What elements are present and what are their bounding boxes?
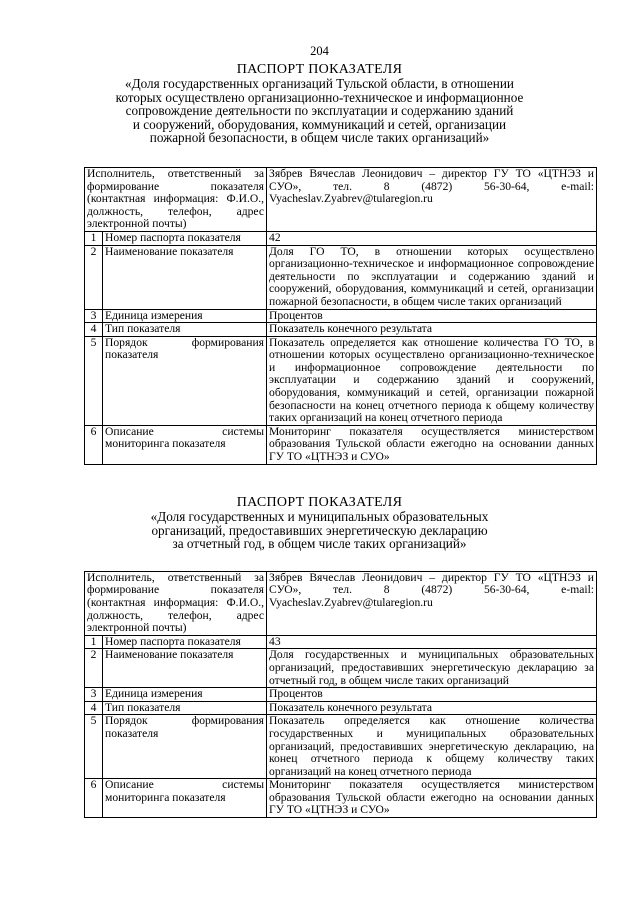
row-number: 5 [85, 715, 103, 779]
row-label: Наименование показателя [103, 245, 267, 309]
table-row [85, 309, 597, 323]
row-label: Тип показателя [103, 701, 267, 715]
row-label: Описание системы мониторинга показателя [103, 779, 267, 818]
row-number: 6 [85, 779, 103, 818]
row-label: Единица измерения [103, 688, 267, 702]
executor-value: Зябрев Вячеслав Леонидович – директор ГУ ТО «ЦТНЭЗ и СУО», тел. 8 (4872) 56-30-64, e-mail: Vyacheslav.Zyabrev@tularegion.ru [267, 167, 597, 231]
row-number: 1 [85, 231, 103, 245]
passport-subtitle-line: «Доля государственных и муниципальных образовательных [150, 509, 489, 524]
table-row [85, 649, 597, 688]
row-value: Процентов [267, 309, 597, 323]
row-value: Показатель конечного результата [267, 701, 597, 715]
row-number: 1 [85, 635, 103, 649]
row-label: Номер паспорта показателя [103, 635, 267, 649]
row-value: Показатель определяется как отношение количества государственных и муниципальных образовательных организаций, предоставивших энергетическую декларацию, на конец отчетного периода к общему количеству таких организаций на конец отчетного периода [267, 715, 597, 779]
row-value: Доля государственных и муниципальных образовательных организаций, предоставивших энергетическую декларацию за отчетный год, в общем числе таких организаций [267, 649, 597, 688]
indicator-passport-43 [84, 495, 596, 818]
row-number: 6 [85, 425, 103, 464]
row-value: Показатель определяется как отношение количества ГО ТО, в отношении которых осуществлено организационно-техническое и информационное сопровождение деятельности по эксплуатации и содержанию зданий и сооружений, оборудования, коммуникаций и сетей, организации пожарной безопасности на конец отчетного периода к общему количеству таких организаций на конец отчетного периода [267, 336, 597, 425]
row-number: 4 [85, 701, 103, 715]
table-row [85, 167, 597, 231]
row-number: 3 [85, 309, 103, 323]
table-row [85, 635, 597, 649]
executor-label: Исполнитель, ответственный за формирование показателя (контактная информация: Ф.И.О., должность, телефон, адрес электронной почты) [85, 571, 267, 635]
table-row [85, 715, 597, 779]
row-number: 4 [85, 323, 103, 337]
table-row [85, 336, 597, 425]
passport-subtitle-line: за отчетный год, в общем числе таких организаций» [172, 536, 467, 552]
passport-header [0, 62, 639, 145]
row-label: Тип показателя [103, 323, 267, 337]
row-label: Порядок формирования показателя [103, 715, 267, 779]
table-row [85, 231, 597, 245]
passport-subtitle-line: пожарной безопасности, в общем числе таких организаций» [149, 130, 490, 146]
row-label: Описание системы мониторинга показателя [103, 425, 267, 464]
indicator-passport-42 [84, 62, 596, 465]
row-value: Показатель конечного результата [267, 323, 597, 337]
table-row [85, 571, 597, 635]
row-value: 42 [267, 231, 597, 245]
table-row [85, 425, 597, 464]
table-row [85, 701, 597, 715]
passport-subtitle-line: организаций, предоставивших энергетическую декларацию [151, 522, 488, 538]
row-label: Единица измерения [103, 309, 267, 323]
table-row [85, 323, 597, 337]
table-row [85, 245, 597, 309]
row-value: 43 [267, 635, 597, 649]
row-value: Процентов [267, 688, 597, 702]
row-number: 3 [85, 688, 103, 702]
row-number: 5 [85, 336, 103, 425]
row-number: 2 [85, 245, 103, 309]
passport-subtitle-line: которых осуществлено организационно-техническое и информационное [115, 89, 524, 105]
passport-header [0, 495, 639, 551]
row-label: Номер паспорта показателя [103, 231, 267, 245]
row-value: Доля ГО ТО, в отношении которых осуществлено организационно-техническое и информационное сопровождение деятельности по эксплуатации и содержанию зданий и сооружений, оборудования, коммуникаций и сетей, организации пожарной безопасности, в общем числе таких организаций [267, 245, 597, 309]
passport-subtitle-line: «Доля государственных организаций Тульской области, в отношении [125, 76, 514, 91]
passport-table [84, 167, 597, 465]
page-number: 204 [310, 44, 329, 58]
row-value: Мониторинг показателя осуществляется министерством образования Тульской области ежегодно на основании данных ГУ ТО «ЦТНЭЗ и СУО» [267, 779, 597, 818]
passport-subtitle-line: и сооружений, оборудования, коммуникаций и сетей, организации [132, 116, 507, 132]
row-label: Наименование показателя [103, 649, 267, 688]
passport-title: ПАСПОРТ ПОКАЗАТЕЛЯ [236, 62, 403, 77]
passport-title: ПАСПОРТ ПОКАЗАТЕЛЯ [236, 495, 403, 510]
row-value: Мониторинг показателя осуществляется министерством образования Тульской области ежегодно на основании данных ГУ ТО «ЦТНЭЗ и СУО» [267, 425, 597, 464]
passport-table [84, 571, 597, 818]
row-label: Порядок формирования показателя [103, 336, 267, 425]
table-row [85, 779, 597, 818]
executor-value: Зябрев Вячеслав Леонидович – директор ГУ ТО «ЦТНЭЗ и СУО», тел. 8 (4872) 56-30-64, e-mail: Vyacheslav.Zyabrev@tularegion.ru [267, 571, 597, 635]
passport-subtitle-line: сопровождение деятельности по эксплуатации и содержанию зданий [125, 103, 514, 119]
table-row [85, 688, 597, 702]
row-number: 2 [85, 649, 103, 688]
executor-label: Исполнитель, ответственный за формирование показателя (контактная информация: Ф.И.О., должность, телефон, адрес электронной почты) [85, 167, 267, 231]
